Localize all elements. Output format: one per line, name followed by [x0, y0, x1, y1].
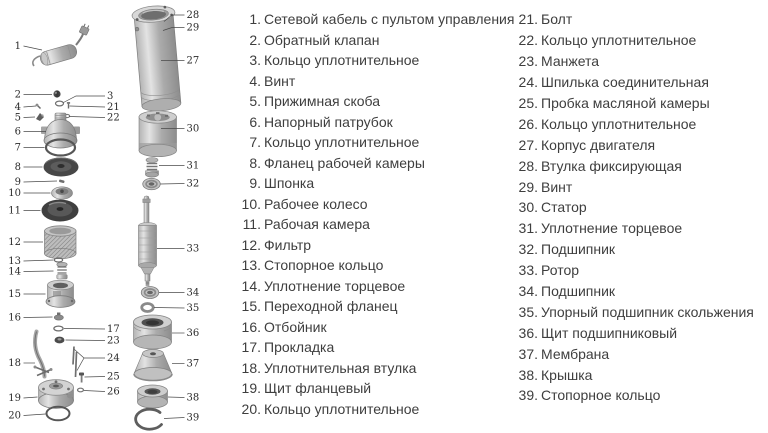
part-mech-seal-14 [57, 262, 67, 279]
part-name: Подшипник [541, 283, 616, 300]
part-name: Фланец рабочей камеры [264, 154, 425, 171]
part-name: Крышка [541, 366, 593, 383]
callout-number: 23 [107, 335, 120, 347]
part-name: Отбойник [264, 318, 327, 335]
callout-number: 28 [186, 10, 200, 21]
callout-number: 32 [186, 178, 200, 190]
part-number: 20. [241, 400, 261, 417]
part-number: 26. [518, 115, 538, 132]
callout-number: 10 [8, 188, 21, 199]
part-deflector-16 [54, 313, 63, 321]
callout-numbers-left [8, 41, 21, 422]
part-name: Кольцо уплотнительное [541, 32, 697, 49]
part-number: 18. [241, 359, 261, 376]
part-number: 27. [518, 136, 538, 153]
parts-list-item [512, 197, 768, 218]
callout-number: 27 [186, 55, 200, 67]
callout-number: 18 [8, 358, 21, 369]
callout-number: 3 [107, 91, 114, 102]
parts-list-item [240, 296, 526, 317]
part-name: Уплотнение торцевое [264, 277, 406, 294]
callout-number: 19 [8, 393, 21, 404]
part-impeller [52, 187, 73, 199]
part-name: Кольцо уплотнительное [264, 134, 420, 151]
part-name: Напорный патрубок [264, 113, 393, 130]
part-number: 11. [242, 216, 261, 233]
parts-list-item [240, 235, 526, 256]
part-flange-shield-19 [39, 380, 74, 409]
part-number: 36. [518, 324, 538, 341]
parts-list-item [240, 358, 526, 379]
callout-number: 29 [186, 22, 200, 34]
parts-list-item [512, 239, 768, 260]
part-membrane-37 [134, 350, 172, 381]
parts-list-item [240, 71, 526, 92]
callout-number: 6 [14, 126, 21, 138]
parts-list-item [240, 194, 526, 215]
part-motor-housing [131, 4, 183, 112]
part-number: 14. [241, 277, 261, 294]
parts-list-item [512, 281, 768, 302]
callout-number: 8 [14, 162, 21, 173]
part-name: Рабочая камера [264, 216, 370, 233]
callout-number: 37 [186, 358, 200, 370]
callout-number: 13 [8, 256, 21, 267]
callout-numbers-mid [187, 10, 200, 424]
part-number: 38. [518, 366, 538, 383]
part-name: Уплотнительная втулка [264, 359, 417, 376]
part-name: Мембрана [541, 345, 610, 362]
parts-list-21-39 [512, 9, 768, 406]
part-name: Стопорное кольцо [264, 257, 384, 274]
part-name: Ротор [541, 262, 580, 279]
part-screw-4 [36, 104, 41, 109]
parts-list-item [240, 9, 526, 30]
part-name: Манжета [541, 53, 600, 70]
part-number: 28. [518, 157, 538, 174]
callout-number: 5 [14, 112, 21, 124]
part-bearing-34 [141, 287, 159, 299]
callout-number: 38 [186, 392, 200, 404]
part-number: 34. [518, 283, 538, 300]
callout-number: 36 [186, 328, 200, 339]
callout-number: 7 [14, 142, 21, 154]
part-name: Винт [541, 178, 573, 195]
part-number: 23. [518, 53, 538, 70]
part-seal-bushing-18 [34, 332, 53, 377]
callout-number: 11 [8, 205, 21, 217]
parts-list-item [240, 214, 526, 235]
part-cuff-23 [55, 337, 65, 344]
part-name: Винт [264, 72, 296, 89]
callout-number: 2 [14, 89, 21, 101]
part-bearing-32 [143, 178, 161, 190]
callout-number: 20 [8, 410, 21, 422]
part-number: 32. [518, 241, 538, 258]
parts-list-item [240, 91, 526, 112]
part-o-ring-20 [47, 407, 70, 421]
part-snap-ring-13 [54, 258, 62, 262]
parts-list-item [512, 176, 768, 197]
parts-list-item [512, 72, 768, 93]
part-name: Кольцо уплотнительное [264, 52, 420, 69]
part-mech-seal-31 [146, 158, 159, 178]
callout-number: 22 [107, 112, 120, 124]
part-chamber-flange [44, 158, 79, 177]
part-snap-ring-39 [136, 409, 162, 429]
part-name: Щит фланцевый [264, 380, 372, 397]
callout-number: 1 [14, 41, 21, 52]
parts-list-item [240, 276, 526, 297]
part-number: 17. [241, 339, 261, 356]
part-number: 29. [518, 178, 538, 195]
part-name: Прокладка [264, 339, 335, 356]
callout-number: 9 [14, 177, 21, 188]
part-name: Статор [541, 199, 587, 216]
part-number: 22. [518, 32, 538, 49]
callout-number: 14 [8, 266, 21, 278]
callout-number: 4 [14, 102, 21, 113]
part-number: 35. [518, 303, 538, 320]
part-oil-plug-25 [79, 373, 84, 383]
part-name: Переходной фланец [264, 298, 398, 315]
part-name: Обратный клапан [264, 31, 380, 48]
part-name: Корпус двигателя [541, 136, 656, 153]
part-number: 19. [241, 380, 261, 397]
parts-list-item [240, 378, 526, 399]
part-number: 6. [249, 113, 261, 130]
parts-list-item [240, 132, 526, 153]
part-number: 9. [249, 175, 261, 192]
part-filter [45, 226, 77, 259]
parts-list-item [512, 155, 768, 176]
callout-number: 31 [186, 160, 200, 172]
part-number: 30. [518, 199, 538, 216]
part-thrust-bearing-35 [142, 304, 154, 312]
part-number: 15. [241, 298, 261, 315]
parts-list-item [240, 153, 526, 174]
callout-number: 26 [107, 386, 120, 398]
part-name: Сетевой кабель с пультом управления [264, 11, 515, 28]
part-name: Фильтр [264, 236, 312, 253]
callout-number: 16 [8, 312, 21, 324]
part-number: 13. [241, 257, 261, 274]
part-number: 16. [241, 318, 261, 335]
part-name: Кольцо уплотнительное [541, 115, 697, 132]
part-gasket-17 [54, 326, 63, 331]
part-number: 12. [241, 236, 261, 253]
part-name: Болт [541, 11, 573, 28]
parts-list-item [512, 260, 768, 281]
parts-list-item [240, 173, 526, 194]
part-rotor [139, 196, 157, 286]
parts-list-item [240, 399, 526, 420]
part-name: Шпилька соединительная [541, 74, 709, 91]
part-o-ring-26 [78, 388, 84, 392]
part-number: 3. [249, 52, 261, 69]
parts-list-item [512, 113, 768, 134]
part-number: 10. [241, 195, 261, 212]
parts-list-item [512, 385, 768, 406]
part-number: 25. [518, 95, 538, 111]
parts-list-item [240, 255, 526, 276]
callout-number: 30 [186, 123, 200, 135]
part-name: Щит подшипниковый [541, 324, 678, 341]
part-name: Пробка масляной камеры [541, 95, 710, 111]
part-number: 2. [249, 31, 261, 48]
part-number: 33. [518, 262, 538, 279]
parts-list-item [512, 9, 768, 30]
part-clamp-5 [36, 113, 44, 121]
part-number: 8. [249, 154, 261, 171]
callout-number: 25 [107, 371, 120, 383]
part-stator [139, 111, 177, 157]
part-cover-38 [138, 385, 168, 408]
parts-list-item [512, 218, 768, 239]
part-number: 7. [249, 134, 261, 151]
parts-list-1-20 [240, 9, 526, 419]
parts-list-item [512, 51, 768, 72]
parts-list-item [512, 93, 768, 114]
parts-list-item [240, 30, 526, 51]
parts-list-item [240, 50, 526, 71]
callout-number: 33 [186, 243, 200, 255]
callout-number: 39 [186, 412, 200, 424]
part-cable-assembly [33, 23, 91, 67]
part-key-9 [59, 179, 65, 183]
part-number: 1. [249, 11, 261, 28]
parts-list-item [512, 30, 768, 51]
parts-list-item [512, 301, 768, 322]
part-discharge-port [41, 113, 80, 148]
part-number: 21. [518, 11, 538, 28]
part-bolt-21-small [67, 102, 70, 109]
part-number: 5. [249, 93, 261, 110]
part-name: Подшипник [541, 241, 616, 258]
callout-number: 15 [8, 289, 21, 300]
callout-number: 34 [186, 287, 200, 299]
parts-list-item [240, 112, 526, 133]
parts-list-item [512, 134, 768, 155]
callout-numbers-right [107, 91, 120, 398]
part-name: Уплотнение торцевое [541, 220, 683, 237]
part-adapter-flange [46, 280, 75, 307]
part-number: 4. [249, 72, 261, 89]
part-name: Шпонка [264, 175, 315, 192]
part-name: Упорный подшипник скольжения [541, 303, 754, 320]
part-bearing-shield-36 [134, 315, 172, 349]
parts-list-item [512, 343, 768, 364]
callout-number: 35 [186, 303, 200, 314]
parts-list-item [512, 364, 768, 385]
part-number: 31. [518, 220, 538, 237]
part-name: Кольцо уплотнительное [264, 400, 420, 417]
parts-list-item [240, 337, 526, 358]
part-number: 24. [518, 74, 538, 91]
part-check-valve [53, 90, 60, 97]
part-name: Рабочее колесо [264, 195, 368, 212]
callout-number: 12 [8, 237, 21, 248]
part-o-ring-3 [56, 101, 64, 106]
callout-number: 21 [107, 102, 120, 113]
exploded-view-diagram [0, 0, 240, 433]
part-name: Втулка фиксирующая [541, 157, 682, 174]
part-name: Прижимная скоба [264, 93, 381, 110]
parts-list-item [240, 317, 526, 338]
part-name: Стопорное кольцо [541, 387, 661, 404]
part-number: 37. [518, 345, 538, 362]
callout-number: 17 [107, 324, 120, 335]
callout-number: 24 [107, 353, 120, 364]
parts-list-item [512, 322, 768, 343]
part-number: 39. [518, 387, 538, 404]
part-pump-chamber [42, 200, 79, 222]
